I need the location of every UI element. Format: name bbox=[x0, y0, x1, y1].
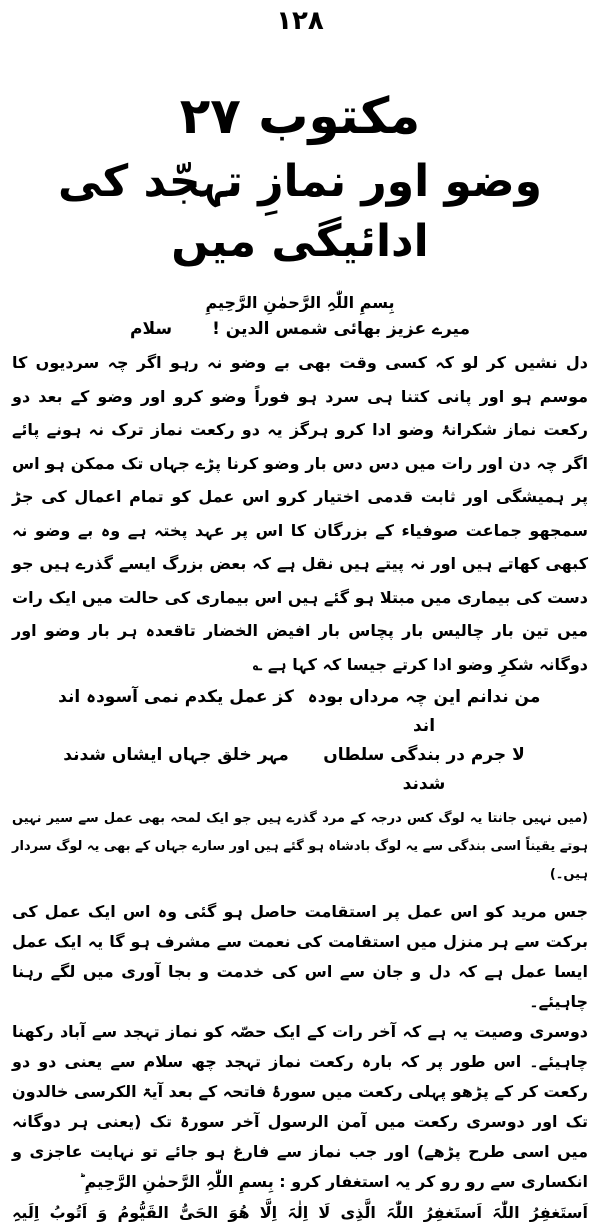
paragraph-3 bbox=[12, 1017, 588, 1197]
verse-line: مہر خلق جہاں ایشاں شدند bbox=[63, 745, 289, 765]
verse-line: لا جرم در بندگی سلطاں شدند bbox=[323, 745, 525, 794]
salaam: سلام bbox=[130, 319, 173, 339]
paragraph-3-text: دوسری وصیت یہ ہے کہ آخر رات کے ایک حصّہ کو نماز تہجد سے آباد رکھنا چاہیئے۔ اس طور پر کہ بارہ رکعت نماز تہجد چھ سلام سے یعنی دو دو رکعت کر کے پڑھو پہلی رکعت میں سورۂ فاتحہ کے بعد آیۃ الکرسی خالدون تک اور دوسری رکعت میں آمن الرسول آخر سورۃ تک (یعنی ہر دوگانہ میں اسی طرح پڑھے) اور جب نماز سے فارغ ہو جائے تو نہایت عاجزی و انکساری سے رو رو کر یہ استغفار کرو : bbox=[12, 1022, 588, 1191]
greeting-row bbox=[12, 316, 588, 342]
paragraph-1: دل نشیں کر لو کہ کسی وقت بھی بے وضو نہ رہو اگر چہ سردیوں کا موسم ہو اور پانی کتنا ہی سرد ہو فوراً وضو کرو اور وضو کے بعد دو رکعت نماز شکرانۂ وضو ادا کرو ہرگز یہ دو رکعت نماز ترک نہ ہونے پائے اگر چہ دن اور رات میں دس دس بار وضو کرنا پڑے جہاں تک ممکن ہو اس پر ہمیشگی اور ثابت قدمی اختیار کرو اس عمل کو تمام اعمال کی جڑ سمجھو جماعت صوفیاء کے بزرگان کا اس پر عہد پختہ ہے وہ بے وضو نہ کبھی کھاتے ہیں اور نہ پیتے ہیں نقل ہے کہ بعض بزرگ ایسے گذرے ہیں جو دست کی بیماری میں مبتلا ہو گئے ہیں اس بیماری کی حالت میں ایک رات میں تین بار چالیس بار پچاس بار افیض الخضار تاقعدہ ہر بار وضو اور دوگانہ شکرِ وضو ادا کرتے جیسا کہ کہا ہے ؎ bbox=[12, 353, 588, 674]
bismillah-heading: بِسمِ اللّٰہِ الرَّحمٰنِ الرَّحِیمِ bbox=[205, 293, 395, 312]
letter-subtitle: وضو اور نمازِ تہجّد کی ادائیگی میں bbox=[58, 156, 542, 267]
salutation: میرے عزیز بھائی شمس الدین ! bbox=[212, 319, 471, 339]
letter-title: مکتوب ۲۷ bbox=[179, 87, 421, 145]
persian-verse bbox=[12, 683, 588, 799]
bismillah-inline: بِسمِ اللّٰہِ الرَّحمٰنِ الرَّحِیمِ ؕ bbox=[79, 1172, 274, 1191]
verse-line: من ندانم این چہ مرداں بودہ اند bbox=[307, 687, 541, 736]
istighfar-line: اَستَغفِرُ اللّٰہَ اَستَغفِرُ اللّٰہَ الَّذِی لَا اِلٰہَ اِلَّا ھُوَ الحَیُّ القَیُّومُ وَ اَتُوبُ اِلَیہِ bbox=[12, 1203, 588, 1222]
page-number: ۱۲۸ bbox=[276, 6, 324, 36]
paragraph-2: جس مرید کو اس عمل پر استقامت حاصل ہو گئی وہ اس ایک عمل کی برکت سے ہر منزل میں استقامت کی نعمت سے مشرف ہو گا یہ ایک عمل ایسا عمل ہے کہ دل و جان سے اس کی خدمت و بجا آوری میں لگے رہنا چاہیئے۔ bbox=[12, 902, 588, 1011]
verse-line: کز عمل یکدم نمی آسودہ اند bbox=[58, 687, 294, 707]
verse-translation: (میں نہیں جانتا یہ لوگ کس درجہ کے مرد گذرے ہیں جو ایک لمحہ بھی عمل سے سیر نہیں ہوتے یقیناً اسی بندگی سے یہ لوگ بادشاہ ہو گئے ہیں اور سارے جہاں کے بھی یہ لوگ سردار ہیں۔) bbox=[12, 811, 588, 882]
